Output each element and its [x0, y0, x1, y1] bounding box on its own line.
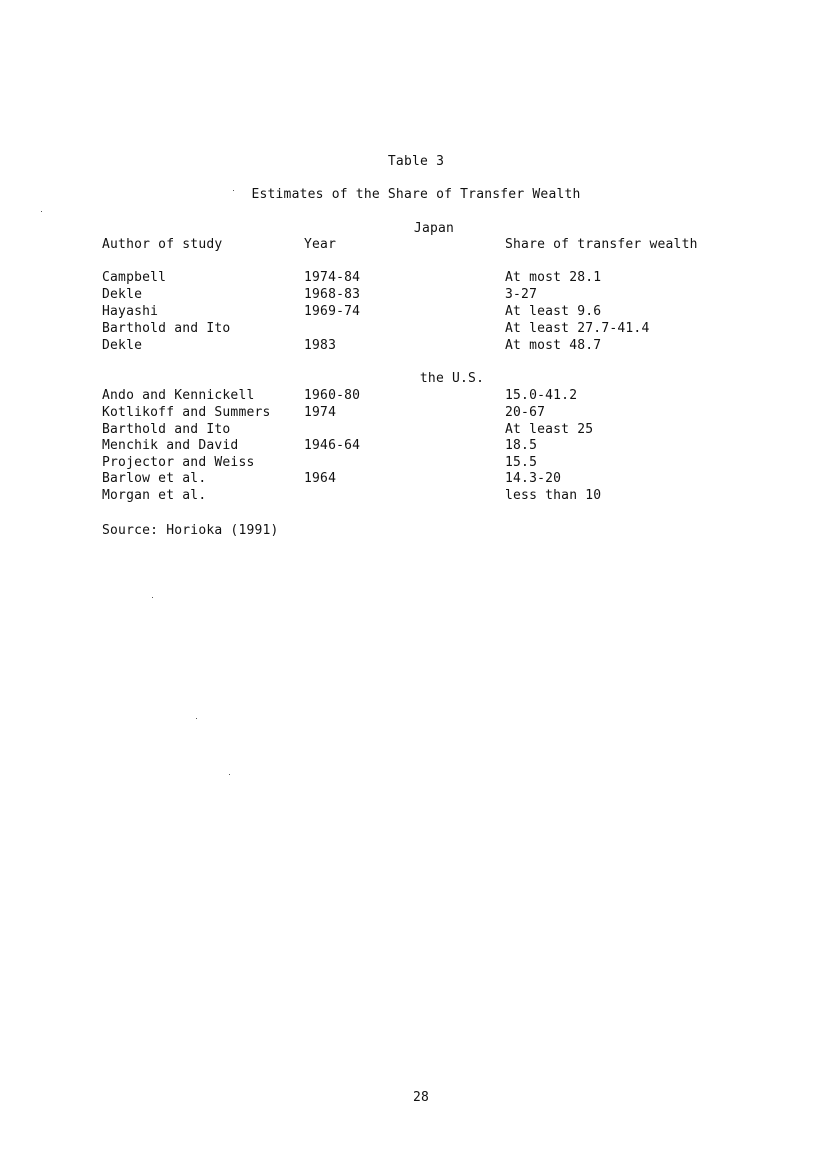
share-cell: 3-27	[505, 287, 538, 302]
year-cell: 1946-64	[304, 438, 361, 453]
share-cell: 14.3-20	[505, 471, 562, 486]
table-row	[0, 287, 827, 304]
year-cell: 1983	[304, 338, 337, 353]
author-cell: Ando and Kennickell	[102, 388, 255, 403]
share-cell: At least 9.6	[505, 304, 602, 319]
table-row	[0, 422, 827, 439]
share-cell: 20-67	[505, 405, 546, 420]
table-row	[0, 488, 827, 505]
table-row	[0, 321, 827, 338]
scan-speck	[229, 774, 230, 775]
author-cell: Dekle	[102, 338, 143, 353]
author-cell: Kotlikoff and Summers	[102, 405, 271, 420]
year-cell: 1960-80	[304, 388, 361, 403]
share-cell: 18.5	[505, 438, 538, 453]
scan-speck	[41, 211, 42, 212]
author-cell: Hayashi	[102, 304, 159, 319]
share-cell: At most 48.7	[505, 338, 602, 353]
source-note: Source: Horioka (1991)	[102, 523, 279, 538]
column-header-author: Author of study	[102, 237, 223, 252]
table-row	[0, 405, 827, 422]
table-title: Estimates of the Share of Transfer Wealth	[251, 187, 581, 202]
table-header-row	[0, 237, 827, 254]
table-label: Table 3	[387, 154, 445, 169]
year-cell: 1974-84	[304, 270, 361, 285]
year-cell: 1969-74	[304, 304, 361, 319]
share-cell: At least 25	[505, 422, 594, 437]
share-cell: At most 28.1	[505, 270, 602, 285]
year-cell: 1964	[304, 471, 337, 486]
share-cell: At least 27.7-41.4	[505, 321, 650, 336]
table-row	[0, 388, 827, 405]
share-cell: 15.0-41.2	[505, 388, 578, 403]
scan-speck	[233, 190, 234, 191]
table-row	[0, 455, 827, 472]
page-number: 28	[412, 1090, 430, 1105]
column-header-share: Share of transfer wealth	[505, 237, 698, 252]
scan-speck	[152, 597, 153, 598]
table-row	[0, 338, 827, 355]
author-cell: Morgan et al.	[102, 488, 207, 503]
author-cell: Barlow et al.	[102, 471, 207, 486]
share-cell: less than 10	[505, 488, 602, 503]
author-cell: Barthold and Ito	[102, 422, 231, 437]
table-row	[0, 304, 827, 321]
scan-speck	[196, 718, 197, 719]
author-cell: Campbell	[102, 270, 167, 285]
share-cell: 15.5	[505, 455, 538, 470]
year-cell: 1974	[304, 405, 337, 420]
column-header-year: Year	[304, 237, 337, 252]
table-row	[0, 438, 827, 455]
section-heading-japan: Japan	[413, 221, 455, 236]
author-cell: Barthold and Ito	[102, 321, 231, 336]
author-cell: Menchik and David	[102, 438, 239, 453]
table-row	[0, 471, 827, 488]
section-heading-us: the U.S.	[419, 371, 485, 386]
author-cell: Projector and Weiss	[102, 455, 255, 470]
author-cell: Dekle	[102, 287, 143, 302]
year-cell: 1968-83	[304, 287, 361, 302]
table-row	[0, 270, 827, 287]
